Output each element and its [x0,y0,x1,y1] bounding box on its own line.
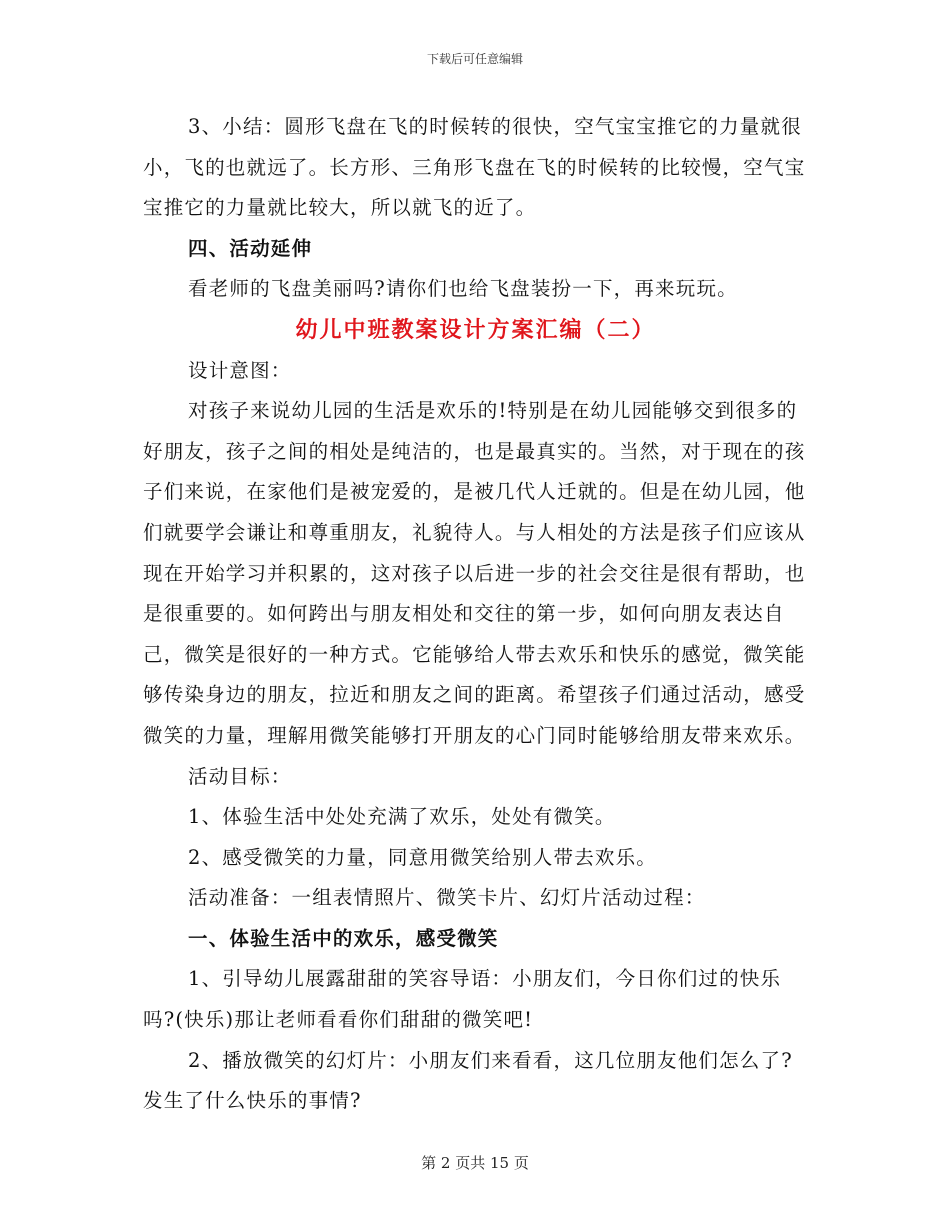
step-item-1: 1、引导幼儿展露甜甜的笑容导语：小朋友们，今日你们过的快乐吗?(快乐)那让老师看看你们甜甜的微笑吧! [143,967,782,1032]
goal-item-2: 2、感受微笑的力量，同意用微笑给别人带去欢乐。 [188,845,658,869]
label-design-intent: 设计意图： [188,358,292,382]
step-item-2: 2、播放微笑的幻灯片：小朋友们来看看，这几位朋友他们怎么了?发生了什么快乐的事情? [143,1048,793,1113]
page-header: 下载后可任意编辑 [426,52,523,66]
paragraph-summary: 3、小结：圆形飞盘在飞的时候转的很快，空气宝宝推它的力量就很小，飞的也就远了。长方形、三角形飞盘在飞的时候转的比较慢，空气宝宝推它的力量就比较大，所以就飞的近了。 [143,115,806,220]
paragraph-design-intent: 对孩子来说幼儿园的生活是欢乐的!特别是在幼儿园能够交到很多的好朋友，孩子之间的相处是纯洁的，也是最真实的。当然，对于现在的孩子们来说，在家他们是被宠爱的，是被几代人迁就的。但是在幼儿园，他们就要学会谦让和尊重朋友，礼貌待人。与人相处的方法是孩子们应该从现在开始学习并积累的，这对孩子以后进一步的社会交往是很有帮助，也是很重要的。如何跨出与朋友相处和交往的第一步，如何向朋友表达自己，微笑是很好的一种方式。它能够给人带去欢乐和快乐的感觉，微笑能够传染身边的朋友，拉近和朋友之间的距离。希望孩子们通过活动，感受微笑的力量，理解用微笑能够打开朋友的心门同时能够给朋友带来欢乐。 [143,399,806,747]
document-body [143,107,808,1122]
paragraph-extension: 看老师的飞盘美丽吗?请你们也给飞盘装扮一下，再来玩玩。 [188,277,738,301]
paragraph-activity-preparation: 活动准备：一组表情照片、微笑卡片、幻灯片活动过程： [188,886,706,910]
document-title: 幼儿中班教案设计方案汇编（二） [295,316,656,343]
section-heading-extension: 四、活动延伸 [188,236,313,260]
goal-item-1: 1、体验生活中处处充满了欢乐，处处有微笑。 [188,805,616,829]
page-footer: 第 2 页共 15 页 [421,1154,529,1172]
label-activity-goals: 活动目标： [188,764,292,788]
section-heading-experience: 一、体验生活中的欢乐，感受微笑 [188,926,499,950]
